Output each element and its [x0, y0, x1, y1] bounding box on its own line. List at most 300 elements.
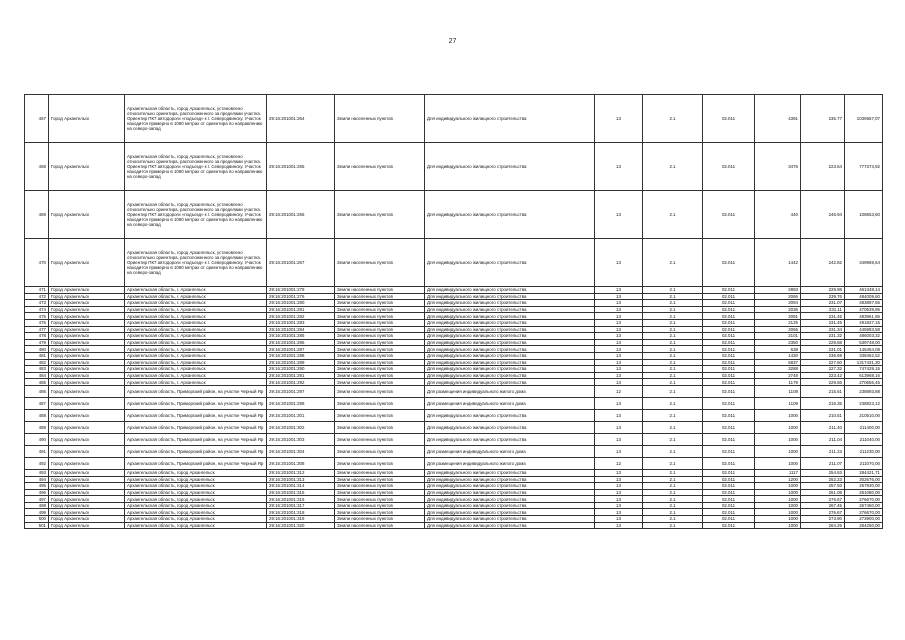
group-code-cell: 13 — [595, 313, 643, 320]
land-category-cell: Земли населенных пунктов — [335, 359, 425, 366]
permitted-use-cell: Для индивидуального жилищного строительства — [425, 496, 595, 503]
specific-value-cell: 229.98 — [801, 287, 845, 294]
land-category-cell: Земли населенных пунктов — [335, 313, 425, 320]
settlement-cell: Город Архангельск — [49, 359, 125, 366]
row-number-cell: 484 — [25, 372, 49, 379]
land-category-cell: Земли населенных пунктов — [335, 326, 425, 333]
table-row — [25, 319, 883, 326]
use-code-cell: 2.1 — [643, 313, 703, 320]
row-number-cell: 468 — [25, 143, 49, 191]
settlement-cell: Город Архангельск — [49, 239, 125, 287]
group-code-cell: 13 — [595, 379, 643, 386]
cadastral-number-cell: 29:16:201001:319 — [267, 516, 335, 523]
cadastral-number-cell: 29:16:201001:264 — [267, 95, 335, 143]
permitted-use-cell: Для индивидуального жилищного строительства — [425, 300, 595, 307]
table-row — [25, 333, 883, 340]
use-code-cell: 2.1 — [643, 352, 703, 359]
land-category-cell: Земли населенных пунктов — [335, 333, 425, 340]
zone-code-cell: 02.011 — [703, 433, 755, 445]
table-row — [25, 397, 883, 409]
zone-code-cell: 02.011 — [703, 496, 755, 503]
group-code-cell: 13 — [595, 496, 643, 503]
row-number-cell: 487 — [25, 397, 49, 409]
specific-value-cell: 210.51 — [801, 409, 845, 421]
use-code-cell: 2.1 — [643, 397, 703, 409]
area-cell: 2066 — [755, 326, 801, 333]
address-cell: Архангельская область, город Архангельск, установлено относительно ориентира, расположенного за пределами участка. Ориентир ПК7 автодороги «подъезд» к г. Северодвинску. Участок находится примерно в 1090 метрах от ориентира по направлению на северо-запад — [125, 95, 267, 143]
land-category-cell: Земли населенных пунктов — [335, 445, 425, 457]
table-row — [25, 339, 883, 346]
land-category-cell: Земли населенных пунктов — [335, 496, 425, 503]
area-cell: 2893 — [755, 287, 801, 294]
cadastral-number-cell: 29:16:201001:289 — [267, 359, 335, 366]
permitted-use-cell: Для индивидуального жилищного строительства — [425, 522, 595, 529]
specific-value-cell: 231.45 — [801, 319, 845, 326]
group-code-cell: 13 — [595, 516, 643, 523]
row-number-cell: 469 — [25, 191, 49, 239]
use-code-cell: 2.1 — [643, 287, 703, 294]
settlement-cell: Город Архангельск — [49, 516, 125, 523]
cadastral-value-cell: 273900,00 — [845, 516, 883, 523]
use-code-cell: 2.1 — [643, 509, 703, 516]
address-cell: Архангельская область, город Архангельск, установлено относительно ориентира, расположенного за пределами участка. Ориентир ПК7 автодороги «подъезд» к г. Северодвинску. Участок находится примерно в 1090 метрах от ориентира по направлению на северо-запад — [125, 191, 267, 239]
settlement-cell: Город Архангельск — [49, 95, 125, 143]
permitted-use-cell: Для индивидуального жилищного строительства — [425, 352, 595, 359]
specific-value-cell: 223.64 — [801, 143, 845, 191]
cadastral-value-cell: 261080,00 — [845, 489, 883, 496]
settlement-cell: Город Архангельск — [49, 509, 125, 516]
group-code-cell: 13 — [595, 469, 643, 476]
specific-value-cell: 254.63 — [801, 469, 845, 476]
table-row — [25, 95, 883, 143]
cadastral-value-cell: 211400,00 — [845, 421, 883, 433]
cadastral-number-cell: 29:16:201001:286 — [267, 339, 335, 346]
specific-value-cell: 215.61 — [801, 385, 845, 397]
permitted-use-cell: Для индивидуального жилищного строительства — [425, 502, 595, 509]
use-code-cell: 2.1 — [643, 372, 703, 379]
permitted-use-cell: Для индивидуального жилищного строительства — [425, 319, 595, 326]
group-code-cell: 13 — [595, 293, 643, 300]
address-cell: Архангельская область, г. Архангельск — [125, 326, 267, 333]
settlement-cell: Город Архангельск — [49, 489, 125, 496]
use-code-cell: 2.1 — [643, 191, 703, 239]
cadastral-value-cell: 349969,64 — [845, 239, 883, 287]
use-code-cell: 2.1 — [643, 433, 703, 445]
zone-code-cell: 02.011 — [703, 326, 755, 333]
zone-code-cell: 02.011 — [703, 445, 755, 457]
row-number-cell: 481 — [25, 352, 49, 359]
cadastral-value-cell: 539748,00 — [845, 339, 883, 346]
address-cell: Архангельская область, город Архангельск — [125, 509, 267, 516]
zone-code-cell: 02.011 — [703, 300, 755, 307]
use-code-cell: 2.1 — [643, 359, 703, 366]
row-number-cell: 501 — [25, 522, 49, 529]
settlement-cell: Город Архангельск — [49, 313, 125, 320]
cadastral-value-cell: 483961,95 — [845, 313, 883, 320]
permitted-use-cell: Для индивидуального жилищного строительства — [425, 306, 595, 313]
cadastral-value-cell: 264250,00 — [845, 522, 883, 529]
cadastral-number-cell: 29:16:201001:318 — [267, 509, 335, 516]
address-cell: Архангельская область, город Архангельск, установлено относительно ориентира, расположенного за пределами участка. Ориентир ПК7 автодороги «подъезд» к г. Северодвинску. Участок находится примерно в 1090 метрах от ориентира по направлению на северо-запад — [125, 239, 267, 287]
zone-code-cell: 02.011 — [703, 397, 755, 409]
land-category-cell: Земли населенных пунктов — [335, 306, 425, 313]
group-code-cell: 12 — [595, 457, 643, 469]
table-row — [25, 502, 883, 509]
row-number-cell: 476 — [25, 319, 49, 326]
group-code-cell: 13 — [595, 339, 643, 346]
land-category-cell: Земли населенных пунктов — [335, 489, 425, 496]
row-number-cell: 493 — [25, 469, 49, 476]
row-number-cell: 471 — [25, 287, 49, 294]
group-code-cell: 13 — [595, 397, 643, 409]
table-row — [25, 379, 883, 386]
specific-value-cell: 229.68 — [801, 339, 845, 346]
area-cell: 1179 — [755, 379, 801, 386]
table-row — [25, 313, 883, 320]
cadastral-value-cell: 777373,92 — [845, 143, 883, 191]
row-number-cell: 496 — [25, 489, 49, 496]
group-code-cell: 13 — [595, 287, 643, 294]
land-plots-table — [24, 94, 883, 529]
land-category-cell: Земли населенных пунктов — [335, 397, 425, 409]
land-category-cell: Земли населенных пунктов — [335, 339, 425, 346]
cadastral-number-cell: 29:16:201001:291 — [267, 372, 335, 379]
permitted-use-cell: Для индивидуального жилищного строительства — [425, 326, 595, 333]
table-row — [25, 346, 883, 353]
zone-code-cell: 02.011 — [703, 319, 755, 326]
permitted-use-cell: Для индивидуального жилищного строительства — [425, 333, 595, 340]
permitted-use-cell: Для индивидуального жилищного строительства — [425, 313, 595, 320]
row-number-cell: 492 — [25, 457, 49, 469]
specific-value-cell: 211.40 — [801, 421, 845, 433]
cadastral-number-cell: 29:16:201001:279 — [267, 287, 335, 294]
table-row — [25, 372, 883, 379]
address-cell: Архангельская область, город Архангельск — [125, 476, 267, 483]
cadastral-number-cell: 29:16:201001:284 — [267, 326, 335, 333]
row-number-cell: 494 — [25, 476, 49, 483]
address-cell: Архангельская область, г. Архангельск — [125, 293, 267, 300]
cadastral-value-cell: 270656,45 — [845, 379, 883, 386]
row-number-cell: 486 — [25, 385, 49, 397]
cadastral-value-cell: 1317431,30 — [845, 359, 883, 366]
area-cell: 1000 — [755, 483, 801, 490]
cadastral-value-cell: 302676,00 — [845, 476, 883, 483]
use-code-cell: 2.1 — [643, 366, 703, 373]
area-cell: 1442 — [755, 239, 801, 287]
settlement-cell: Город Архангельск — [49, 421, 125, 433]
permitted-use-cell: Для индивидуального жилищного строительства — [425, 433, 595, 445]
cadastral-value-cell: 276670,00 — [845, 509, 883, 516]
zone-code-cell: 02.011 — [703, 239, 755, 287]
area-cell: 3476 — [755, 143, 801, 191]
address-cell: Архангельская область, Приморский район, на участке Черный Яр — [125, 433, 267, 445]
row-number-cell: 490 — [25, 433, 49, 445]
use-code-cell: 2.1 — [643, 476, 703, 483]
permitted-use-cell: Для индивидуального жилищного строительства — [425, 339, 595, 346]
table-row — [25, 421, 883, 433]
group-code-cell: 13 — [595, 359, 643, 366]
settlement-cell: Город Архангельск — [49, 379, 125, 386]
permitted-use-cell: Для индивидуального жилищного строительства — [425, 191, 595, 239]
permitted-use-cell: Для индивидуального жилищного строительства — [425, 372, 595, 379]
land-category-cell: Земли населенных пунктов — [335, 409, 425, 421]
address-cell: Архангельская область, Приморский район, на участке Черный Яр — [125, 385, 267, 397]
area-cell: 2036 — [755, 306, 801, 313]
settlement-cell: Город Архангельск — [49, 496, 125, 503]
cadastral-value-cell: 211230,00 — [845, 445, 883, 457]
specific-value-cell: 261.08 — [801, 489, 845, 496]
cadastral-number-cell: 29:16:201001:283 — [267, 319, 335, 326]
cadastral-number-cell: 29:16:201001:280 — [267, 300, 335, 307]
use-code-cell: 2.1 — [643, 293, 703, 300]
row-number-cell: 491 — [25, 445, 49, 457]
zone-code-cell: 02.011 — [703, 372, 755, 379]
table-row — [25, 469, 883, 476]
group-code-cell: 13 — [595, 509, 643, 516]
cadastral-number-cell: 29:16:201001:313 — [267, 476, 335, 483]
settlement-cell: Город Архангельск — [49, 397, 125, 409]
use-code-cell: 2.1 — [643, 409, 703, 421]
settlement-cell: Город Архангельск — [49, 457, 125, 469]
specific-value-cell: 264.25 — [801, 522, 845, 529]
permitted-use-cell: Для индивидуального жилищного строительства — [425, 95, 595, 143]
cadastral-number-cell: 29:16:201001:288 — [267, 352, 335, 359]
address-cell: Архангельская область, г. Архангельск — [125, 346, 267, 353]
land-category-cell: Земли населенных пунктов — [335, 379, 425, 386]
area-cell: 1117 — [755, 469, 801, 476]
group-code-cell: 13 — [595, 143, 643, 191]
land-category-cell: Земли населенных пунктов — [335, 385, 425, 397]
use-code-cell: 2.1 — [643, 502, 703, 509]
row-number-cell: 482 — [25, 359, 49, 366]
use-code-cell: 2.1 — [643, 469, 703, 476]
area-cell: 2125 — [755, 319, 801, 326]
row-number-cell: 498 — [25, 502, 49, 509]
use-code-cell: 2.1 — [643, 385, 703, 397]
address-cell: Архангельская область, г. Архангельск — [125, 333, 267, 340]
specific-value-cell: 215.35 — [801, 397, 845, 409]
cadastral-number-cell: 29:16:201001:308 — [267, 457, 335, 469]
zone-code-cell: 02.011 — [703, 313, 755, 320]
land-category-cell: Земли населенных пунктов — [335, 457, 425, 469]
permitted-use-cell: Для индивидуального жилищного строительства — [425, 516, 595, 523]
settlement-cell: Город Архангельск — [49, 339, 125, 346]
settlement-cell: Город Архангельск — [49, 319, 125, 326]
zone-code-cell: 02.011 — [703, 366, 755, 373]
row-number-cell: 497 — [25, 496, 49, 503]
cadastral-value-cell: 1039657,07 — [845, 95, 883, 143]
table-row — [25, 359, 883, 366]
permitted-use-cell: Для индивидуального жилищного строительства — [425, 366, 595, 373]
area-cell: 3288 — [755, 366, 801, 373]
cadastral-number-cell: 29:16:201001:292 — [267, 379, 335, 386]
cadastral-number-cell: 29:16:201001:312 — [267, 469, 335, 476]
specific-value-cell: 236.69 — [801, 352, 845, 359]
address-cell: Архангельская область, г. Архангельск — [125, 287, 267, 294]
table-row — [25, 445, 883, 457]
settlement-cell: Город Архангельск — [49, 352, 125, 359]
group-code-cell: 13 — [595, 346, 643, 353]
settlement-cell: Город Архангельск — [49, 483, 125, 490]
address-cell: Архангельская область, город Архангельск — [125, 496, 267, 503]
land-category-cell: Земли населенных пунктов — [335, 95, 425, 143]
group-code-cell: 13 — [595, 489, 643, 496]
settlement-cell: Город Архангельск — [49, 333, 125, 340]
permitted-use-cell: Для размещения индивидуального жилого дома — [425, 457, 595, 469]
cadastral-value-cell: 486003,32 — [845, 333, 883, 340]
cadastral-number-cell: 29:16:201001:314 — [267, 483, 335, 490]
use-code-cell: 2.1 — [643, 239, 703, 287]
area-cell: 1000 — [755, 509, 801, 516]
area-cell: 1000 — [755, 516, 801, 523]
cadastral-value-cell: 257930,00 — [845, 483, 883, 490]
area-cell: 1200 — [755, 476, 801, 483]
address-cell: Архангельская область, Приморский район, на участке Черный Яр — [125, 397, 267, 409]
land-category-cell: Земли населенных пунктов — [335, 346, 425, 353]
group-code-cell: 13 — [595, 372, 643, 379]
cadastral-value-cell: 483897,55 — [845, 300, 883, 307]
settlement-cell: Город Архангельск — [49, 287, 125, 294]
group-code-cell: 13 — [595, 421, 643, 433]
cadastral-number-cell: 29:16:201001:304 — [267, 445, 335, 457]
table-row — [25, 409, 883, 421]
table-row — [25, 433, 883, 445]
zone-code-cell: 02.011 — [703, 333, 755, 340]
cadastral-number-cell: 29:16:201001:267 — [267, 239, 335, 287]
row-number-cell: 489 — [25, 421, 49, 433]
specific-value-cell: 231.34 — [801, 326, 845, 333]
use-code-cell: 2.1 — [643, 346, 703, 353]
use-code-cell: 2.1 — [643, 457, 703, 469]
zone-code-cell: 02.011 — [703, 469, 755, 476]
zone-code-cell: 02.011 — [703, 509, 755, 516]
table-row — [25, 516, 883, 523]
use-code-cell: 2.1 — [643, 516, 703, 523]
land-category-cell: Земли населенных пунктов — [335, 352, 425, 359]
zone-code-cell: 02.011 — [703, 352, 755, 359]
use-code-cell: 2.1 — [643, 379, 703, 386]
area-cell: 1000 — [755, 421, 801, 433]
settlement-cell: Город Архангельск — [49, 372, 125, 379]
specific-value-cell: 211.23 — [801, 445, 845, 457]
land-category-cell: Земли населенных пунктов — [335, 433, 425, 445]
address-cell: Архангельская область, г. Архангельск — [125, 339, 267, 346]
table-row — [25, 191, 883, 239]
specific-value-cell: 229.56 — [801, 379, 845, 386]
zone-code-cell: 02.011 — [703, 522, 755, 529]
permitted-use-cell: Для индивидуального жилищного строительства — [425, 359, 595, 366]
use-code-cell: 2.1 — [643, 300, 703, 307]
cadastral-number-cell: 29:16:201001:282 — [267, 313, 335, 320]
area-cell: 638 — [755, 346, 801, 353]
zone-code-cell: 02.011 — [703, 346, 755, 353]
cadastral-number-cell: 29:16:201001:285 — [267, 333, 335, 340]
zone-code-cell: 02.011 — [703, 421, 755, 433]
cadastral-number-cell: 29:16:201001:287 — [267, 346, 335, 353]
group-code-cell: 13 — [595, 191, 643, 239]
zone-code-cell: 02.011 — [703, 409, 755, 421]
settlement-cell: Город Архангельск — [49, 306, 125, 313]
zone-code-cell: 02.011 — [703, 359, 755, 366]
cadastral-number-cell: 29:16:201001:266 — [267, 191, 335, 239]
group-code-cell: 13 — [595, 239, 643, 287]
area-cell: 2101 — [755, 333, 801, 340]
cadastral-number-cell: 29:16:201001:281 — [267, 306, 335, 313]
cadastral-value-cell: 146454,08 — [845, 346, 883, 353]
row-number-cell: 473 — [25, 300, 49, 307]
cadastral-value-cell: 445983,58 — [845, 326, 883, 333]
address-cell: Архангельская область, Приморский район, на участке Черный Яр — [125, 457, 267, 469]
table-row — [25, 143, 883, 191]
permitted-use-cell: Для размещения индивидуального жилого дома — [425, 445, 595, 457]
zone-code-cell: 02.011 — [703, 379, 755, 386]
table-row — [25, 509, 883, 516]
land-category-cell: Земли населенных пунктов — [335, 476, 425, 483]
use-code-cell: 2.1 — [643, 489, 703, 496]
group-code-cell: 13 — [595, 433, 643, 445]
cadastral-value-cell: 238893,88 — [845, 385, 883, 397]
cadastral-number-cell: 29:16:201001:297 — [267, 385, 335, 397]
settlement-cell: Город Архангельск — [49, 476, 125, 483]
table-row — [25, 489, 883, 496]
use-code-cell: 2.1 — [643, 306, 703, 313]
specific-value-cell: 257.93 — [801, 483, 845, 490]
permitted-use-cell: Для индивидуального жилищного строительства — [425, 293, 595, 300]
land-category-cell: Земли населенных пунктов — [335, 293, 425, 300]
area-cell: 2350 — [755, 339, 801, 346]
area-cell: 1000 — [755, 433, 801, 445]
cadastral-value-cell: 484009,60 — [845, 293, 883, 300]
settlement-cell: Город Архангельск — [49, 366, 125, 373]
table-row — [25, 457, 883, 469]
land-category-cell: Земли населенных пунктов — [335, 469, 425, 476]
specific-value-cell: 231.32 — [801, 333, 845, 340]
zone-code-cell: 02.011 — [703, 502, 755, 509]
address-cell: Архангельская область, город Архангельск — [125, 516, 267, 523]
group-code-cell: 13 — [595, 326, 643, 333]
cadastral-value-cell: 108653,60 — [845, 191, 883, 239]
specific-value-cell: 231.45 — [801, 313, 845, 320]
address-cell: Архангельская область, г. Архангельск — [125, 319, 267, 326]
group-code-cell: 13 — [595, 95, 643, 143]
cadastral-value-cell: 211070,00 — [845, 457, 883, 469]
group-code-cell: 13 — [595, 300, 643, 307]
table-row — [25, 239, 883, 287]
area-cell: 2066 — [755, 293, 801, 300]
cadastral-number-cell: 29:16:201001:301 — [267, 409, 335, 421]
table-body — [25, 95, 883, 529]
use-code-cell: 2.1 — [643, 496, 703, 503]
land-category-cell: Земли населенных пунктов — [335, 319, 425, 326]
group-code-cell: 13 — [595, 476, 643, 483]
specific-value-cell: 231.07 — [801, 300, 845, 307]
group-code-cell: 13 — [595, 333, 643, 340]
row-number-cell: 500 — [25, 516, 49, 523]
settlement-cell: Город Архангельск — [49, 502, 125, 509]
specific-value-cell: 242.82 — [801, 239, 845, 287]
cadastral-value-cell: 238823,12 — [845, 397, 883, 409]
cadastral-number-cell: 29:16:201001:290 — [267, 366, 335, 373]
row-number-cell: 479 — [25, 339, 49, 346]
zone-code-cell: 02.011 — [703, 457, 755, 469]
specific-value-cell: 239.76 — [801, 293, 845, 300]
area-cell: 5837 — [755, 359, 801, 366]
cadastral-number-cell: 29:16:201001:298 — [267, 397, 335, 409]
area-cell: 4391 — [755, 95, 801, 143]
permitted-use-cell: Для индивидуального жилищного строительства — [425, 509, 595, 516]
zone-code-cell: 02.011 — [703, 143, 755, 191]
specific-value-cell: 252.23 — [801, 476, 845, 483]
